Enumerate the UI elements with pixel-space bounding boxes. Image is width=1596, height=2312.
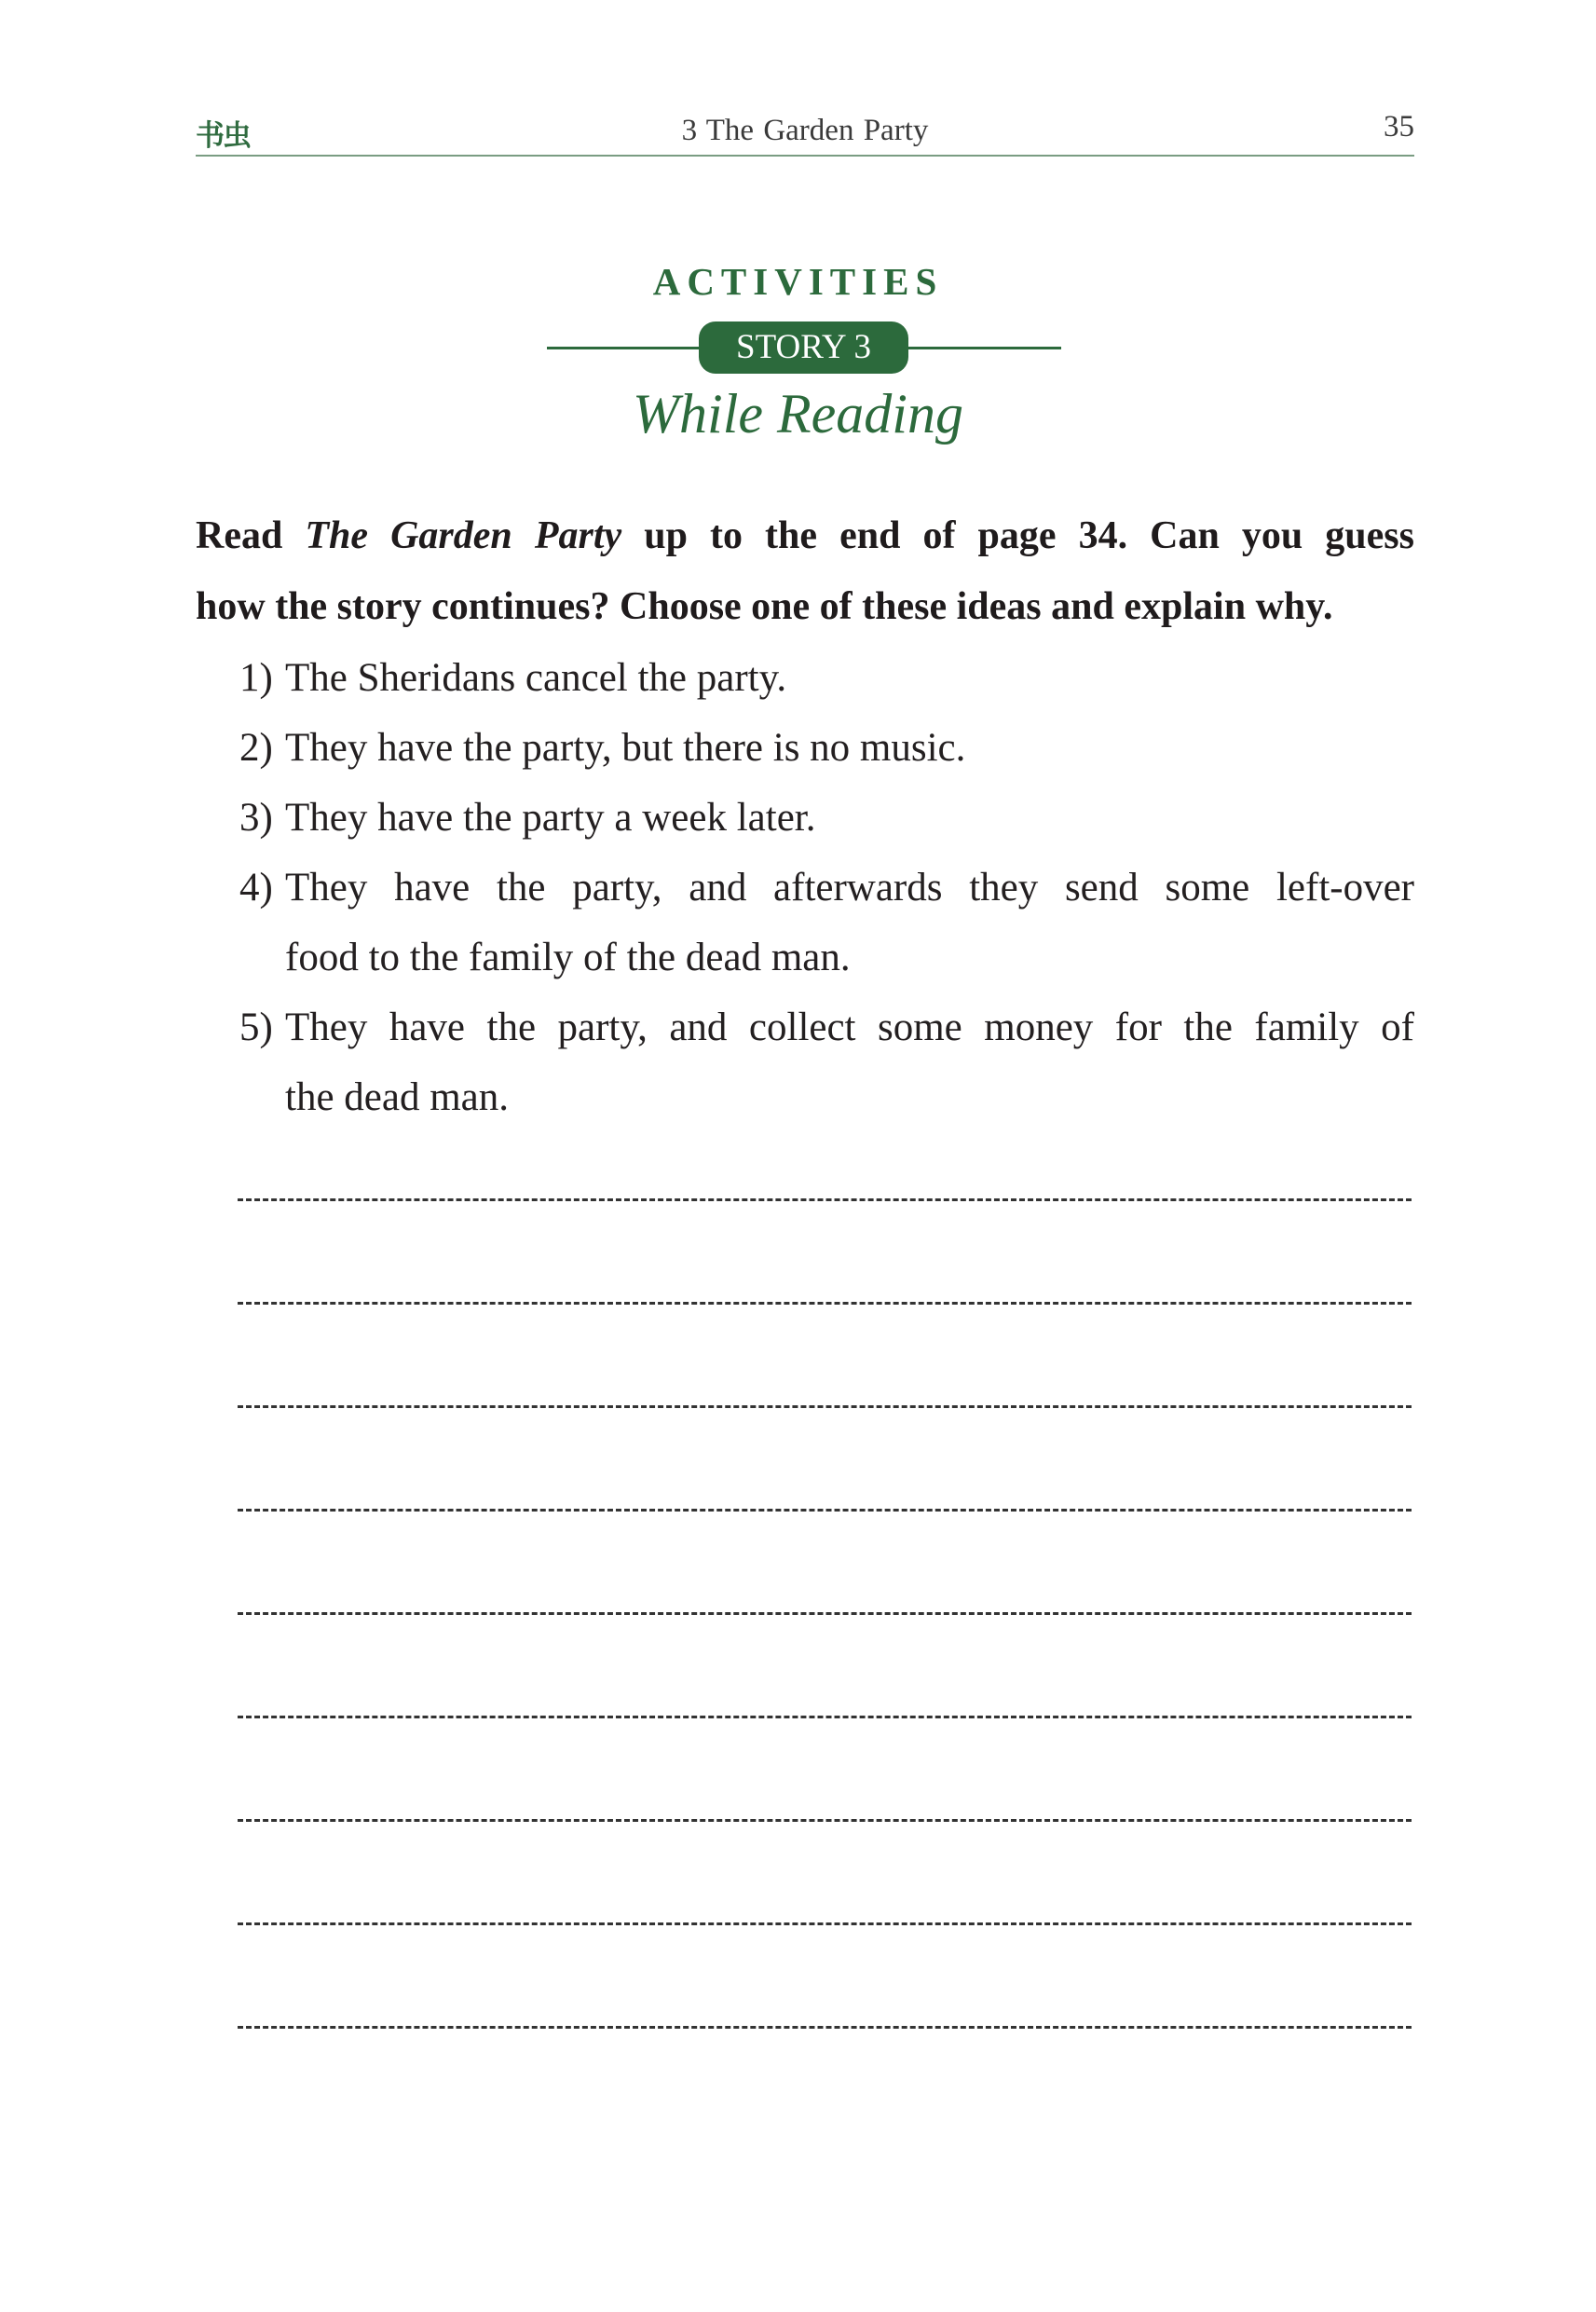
option-text: food to the family of the dead man. [285,936,851,979]
prompt-line: how the story continues? Choose one of these ideas and explain why. [196,585,1333,628]
option-text: the dead man. [285,1075,509,1119]
option-text: They have the party, and afterwards they send some left-over [285,866,1414,910]
story-badge: STORY 3 [699,321,908,374]
answer-line [238,1405,1412,1408]
option-number: 2) [239,726,273,770]
list-item [196,713,1414,783]
list-item [196,783,1414,853]
list-item [196,992,1414,1132]
option-text: They have the party, but there is no music. [285,726,966,770]
answer-area [238,1198,1412,2129]
prompt-line: Read The Garden Party up to the end of page 34. Can you guess [196,514,1414,557]
answer-line [238,1819,1412,1822]
activity-prompt [196,500,1414,642]
answer-line [238,1612,1412,1615]
answer-line [238,1509,1412,1512]
divider-left [547,347,703,349]
answer-line [238,1302,1412,1305]
chapter-title: 3 The Garden Party [681,114,929,147]
divider-right [904,347,1061,349]
option-number: 4) [239,866,273,910]
activities-heading: ACTIVITIES [652,260,944,303]
page-number: 35 [1384,110,1414,144]
answer-line [238,1716,1412,1718]
answer-line [238,2026,1412,2029]
option-number: 3) [239,796,273,840]
option-number: 5) [239,1006,273,1049]
option-text: The Sheridans cancel the party. [285,656,787,700]
options-list [196,643,1414,1132]
answer-line [238,1922,1412,1925]
list-item [196,643,1414,713]
option-text: They have the party, and collect some money for the family of [285,1006,1414,1049]
list-item [196,853,1414,992]
option-number: 1) [239,656,273,700]
book-title: The Garden Party [305,514,622,557]
series-logo: 书虫 [196,119,250,153]
answer-line [238,1198,1412,1201]
running-header [196,110,1414,157]
option-text: They have the party a week later. [285,796,816,840]
section-title: While Reading [633,383,963,445]
